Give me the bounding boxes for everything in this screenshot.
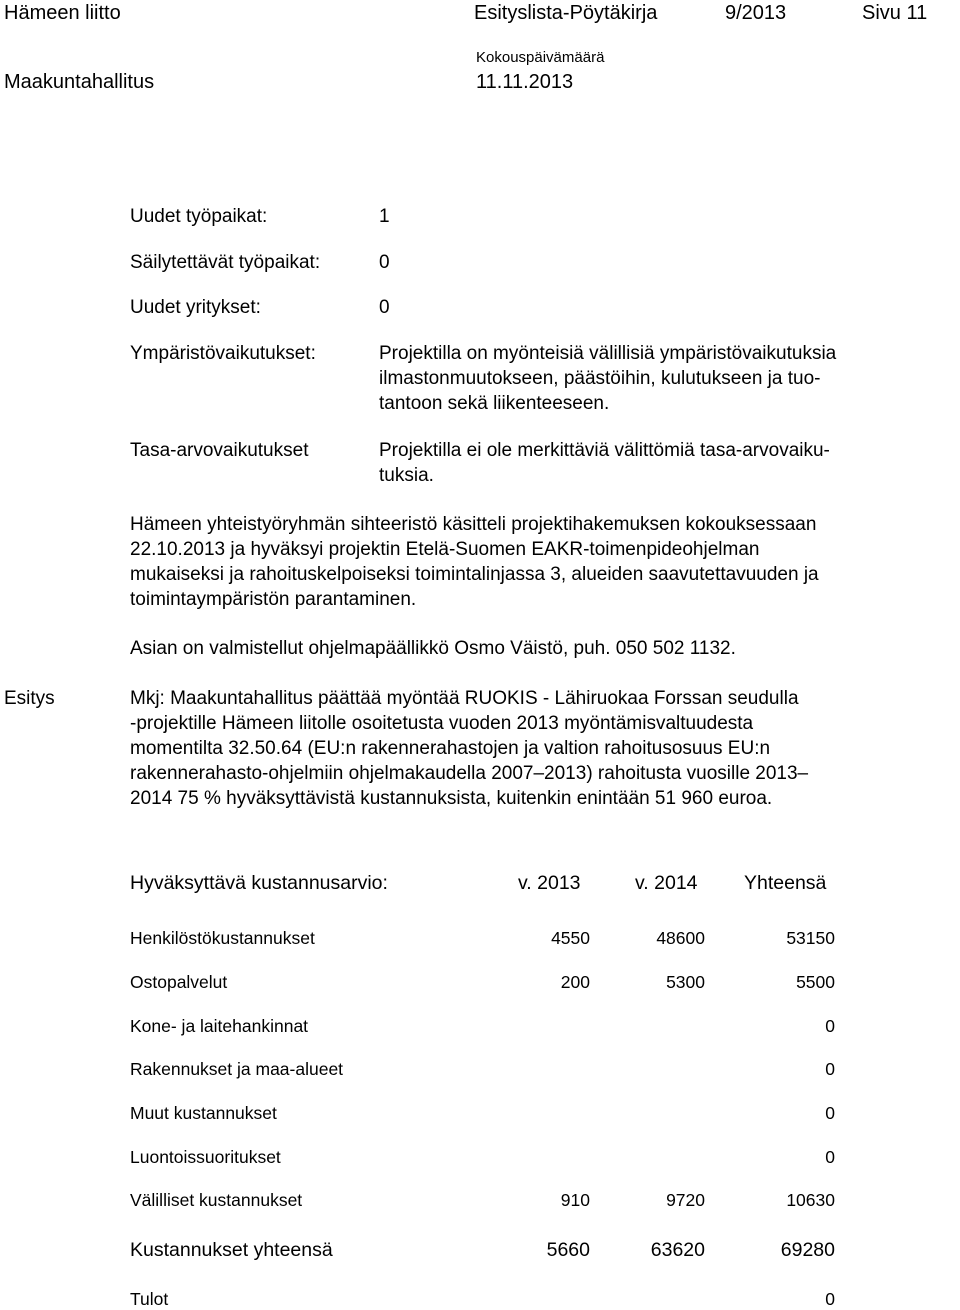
equality-impact-line: Projektilla ei ole merkittäviä välittömiä tasa-arvovaiku- bbox=[379, 440, 830, 461]
budget-row-2014: 48600 bbox=[656, 928, 705, 948]
budget-row-total: 0 bbox=[825, 1103, 835, 1123]
budget-col-2013: v. 2013 bbox=[518, 872, 581, 894]
budget-row-total: 0 bbox=[825, 1059, 835, 1079]
new-jobs-value: 1 bbox=[379, 206, 390, 227]
paragraph-line: toimintaympäristön parantaminen. bbox=[130, 589, 417, 610]
income-label: Tulot bbox=[130, 1289, 169, 1309]
budget-row-label: Henkilöstökustannukset bbox=[130, 928, 315, 948]
budget-sum-total: 69280 bbox=[780, 1239, 835, 1261]
budget-col-2014: v. 2014 bbox=[635, 872, 698, 894]
income-total: 0 bbox=[825, 1289, 835, 1309]
header-page: Sivu 11 bbox=[862, 2, 928, 24]
budget-row-2013: 910 bbox=[560, 1190, 590, 1210]
esitys-line: -projektille Hämeen liitolle osoitetusta vuoden 2013 myöntämisvaltuudesta bbox=[130, 713, 754, 734]
preparer-paragraph: Asian on valmistellut ohjelmapäällikkö Osmo Väistö, puh. 050 502 1132. bbox=[130, 638, 736, 659]
budget-sum-2013: 5660 bbox=[546, 1239, 590, 1261]
budget-row-total: 10630 bbox=[786, 1190, 835, 1210]
budget-row-total: 0 bbox=[825, 1016, 835, 1036]
paragraph-line: 22.10.2013 ja hyväksyi projektin Etelä-Suomen EAKR-toimenpideohjelman bbox=[130, 539, 760, 560]
budget-row-label: Luontoissuoritukset bbox=[130, 1147, 281, 1167]
header-doc-type: Esityslista-Pöytäkirja bbox=[474, 2, 658, 24]
header-number: 9/2013 bbox=[725, 2, 787, 24]
env-impact-line: tantoon sekä liikenteeseen. bbox=[379, 393, 610, 414]
budget-title: Hyväksyttävä kustannusarvio: bbox=[130, 872, 388, 894]
budget-row-label: Muut kustannukset bbox=[130, 1103, 277, 1123]
equality-impact-line: tuksia. bbox=[379, 465, 434, 486]
budget-col-total: Yhteensä bbox=[744, 872, 827, 894]
budget-row-total: 53150 bbox=[786, 928, 835, 948]
esitys-line: 2014 75 % hyväksyttävistä kustannuksista, kuitenkin enintään 51 960 euroa. bbox=[130, 788, 773, 809]
budget-row-label: Kone- ja laitehankinnat bbox=[130, 1016, 309, 1036]
esitys-line: Mkj: Maakuntahallitus päättää myöntää RUOKIS - Lähiruokaa Forssan seudulla bbox=[130, 688, 799, 709]
budget-sum-2014: 63620 bbox=[650, 1239, 705, 1261]
kept-jobs-label: Säilytettävät työpaikat: bbox=[130, 252, 321, 273]
budget-row-total: 5500 bbox=[796, 972, 835, 992]
new-companies-value: 0 bbox=[379, 297, 390, 318]
budget-row-2014: 5300 bbox=[666, 972, 705, 992]
header-date-label: Kokouspäivämäärä bbox=[476, 49, 605, 66]
header-body: Maakuntahallitus bbox=[4, 71, 155, 93]
budget-row-label: Rakennukset ja maa-alueet bbox=[130, 1059, 344, 1079]
budget-row-2013: 4550 bbox=[551, 928, 590, 948]
budget-sum-label: Kustannukset yhteensä bbox=[130, 1239, 333, 1261]
header-org: Hämeen liitto bbox=[4, 2, 121, 24]
equality-impact-label: Tasa-arvovaikutukset bbox=[130, 440, 309, 461]
esitys-label: Esitys bbox=[4, 688, 55, 709]
budget-row-2013: 200 bbox=[560, 972, 590, 992]
env-impact-line: ilmastonmuutokseen, päästöihin, kulutukseen ja tuo- bbox=[379, 368, 821, 389]
kept-jobs-value: 0 bbox=[379, 252, 390, 273]
budget-row-label: Ostopalvelut bbox=[130, 972, 228, 992]
paragraph-line: Hämeen yhteistyöryhmän sihteeristö käsitteli projektihakemuksen kokouksessaan bbox=[130, 514, 817, 535]
paragraph-line: mukaiseksi ja rahoituskelpoiseksi toimintalinjassa 3, alueiden saavutettavuuden ja bbox=[130, 564, 819, 585]
env-impact-line: Projektilla on myönteisiä välillisiä ympäristövaikutuksia bbox=[379, 343, 837, 364]
new-jobs-label: Uudet työpaikat: bbox=[130, 206, 268, 227]
budget-row-label: Välilliset kustannukset bbox=[130, 1190, 303, 1210]
new-companies-label: Uudet yritykset: bbox=[130, 297, 261, 318]
esitys-line: momentilta 32.50.64 (EU:n rakennerahastojen ja valtion rahoitusosuus EU:n bbox=[130, 738, 771, 759]
header-date: 11.11.2013 bbox=[476, 71, 574, 93]
budget-row-total: 0 bbox=[825, 1147, 835, 1167]
env-impact-label: Ympäristövaikutukset: bbox=[130, 343, 316, 364]
esitys-line: rakennerahasto-ohjelmiin ohjelmakaudella 2007–2013) rahoitusta vuosille 2013– bbox=[130, 763, 809, 784]
budget-row-2014: 9720 bbox=[666, 1190, 705, 1210]
